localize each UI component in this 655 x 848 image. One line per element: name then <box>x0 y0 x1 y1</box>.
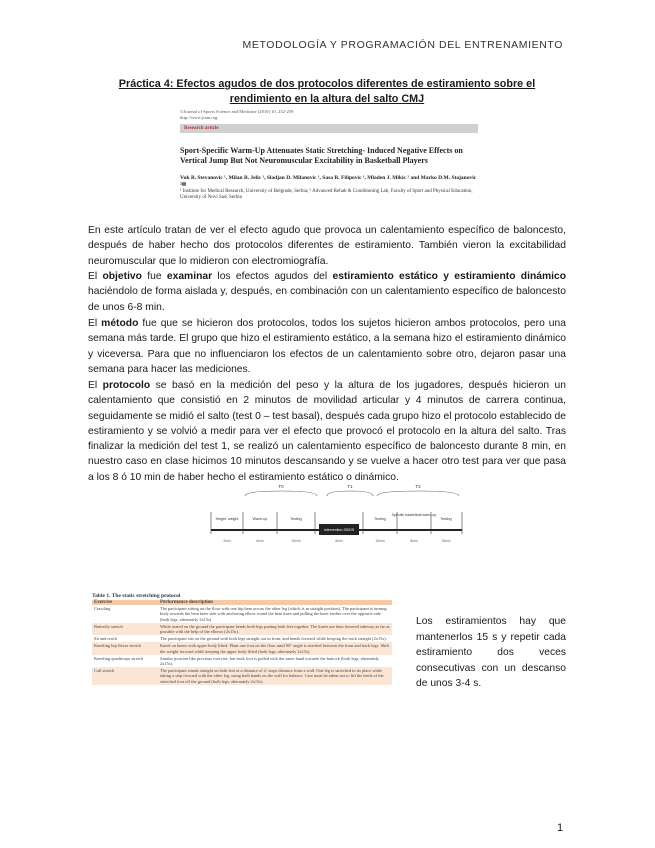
column-header: Performance description <box>158 600 392 605</box>
box-height-weight: Height, weight <box>215 517 239 521</box>
box-intervention: Intervention SS/DS <box>323 528 355 532</box>
description-cell: While seated on the ground the participant bends both legs putting both feet together. The knees are then lowered sideway as far as possible with the help of the elbows (2x15s). <box>158 623 392 635</box>
paragraph-intro: En este artículo tratan de ver el efecto agudo que provoca un calentamiento específico de baloncesto, después de haber hecho dos protocolos diferentes de estiramiento. También vieron la excitabilidad neuromuscular que lo midieron con electromiografía. <box>88 225 566 267</box>
stretching-note: Los estiramientos hay que mantenerlos 15 s y repetir cada estiramiento dos veces consecutivas con un descanso de unos 3-4 s. <box>416 616 566 689</box>
description-cell: The participant sits on the ground with both legs straight out in front, and bends forward while keeping the back straight (2x15s). <box>160 636 387 642</box>
keyword-metodo: método <box>101 318 139 329</box>
section-bar: Research article <box>180 124 478 133</box>
description-cell: The participant sitting on the floor with one hip bent across the other leg (which is in straight position). The participant is turning body towards the bent knee side with anchoring elbow round the bent knee and pulling the knee farther over the opposite side (both legs, alternately 2x15s). <box>160 606 387 622</box>
stretching-protocol-table <box>92 593 392 707</box>
label-t1: T1 <box>347 484 353 489</box>
paragraph-method <box>88 316 566 377</box>
journal-url: http://www.jssm.org <box>180 114 218 120</box>
text: fue que se hicieron dos protocolos, todos los sujetos hicieron ambos protocolos, pero una semana más tarde. El grupo que hizo el estiramiento estático, a la semana hizo el estiramiento dinámico y viceversa. Para que no influenciaron los efectos de un calentamiento sobre otro, dejaron pasar una semana para hacer las mediciones. <box>88 318 566 375</box>
table-row <box>92 605 392 623</box>
table-row <box>92 667 392 685</box>
running-header: METODOLOGÍA Y PROGRAMACIÓN DEL ENTRENAMIENTO <box>242 39 563 51</box>
time-label: 15min <box>375 539 385 543</box>
table-caption: Table 1. The static stretching protocol <box>92 593 181 599</box>
description-cell: Similar position like previous exercise, but back foot is pulled with the same hand towards the buttock (both legs, alternately 2x15s). <box>160 655 380 667</box>
table-row <box>92 642 392 654</box>
exercise-cell: Crawling <box>94 606 111 612</box>
label-t2: T2 <box>415 484 421 489</box>
table <box>92 600 392 685</box>
time-label: 15min <box>291 539 301 543</box>
exercise-cell: Kneeling hip flexor stretch <box>92 642 158 654</box>
time-label: 8min <box>335 539 343 543</box>
exercise-cell: Kneeling quadriceps stretch <box>94 655 144 661</box>
keyword-protocolo: protocolo <box>102 380 151 391</box>
column-header: Exercise <box>92 600 158 605</box>
box-specific-warm-up: Specific basketball warm-up <box>391 513 437 517</box>
exercise-cell: Butterfly stretch <box>92 623 158 635</box>
paper-title: Sport-Specific Warm-Up Attenuates Static Stretching- Induced Negative Effects on Vertical Jump But Not Neuromuscular Excitability in Basketball Players <box>180 146 463 165</box>
keyword-objetivo: objetivo <box>102 271 142 282</box>
description-cell: The participant stands straight on both feet at a distance of 2- steps distance from a wall. One leg is stretched in its place while taking a step forward with the other leg, using both hands on the wall for balance. Care must be taken not to lift the heels of the stretched foot off the ground (both legs, alternately 2x15s). <box>158 667 392 685</box>
text: los efectos agudos del <box>212 271 333 282</box>
paragraph-protocol <box>88 378 566 485</box>
time-label: 8min <box>410 539 418 543</box>
protocol-timeline-diagram <box>209 482 464 548</box>
text: El <box>88 318 102 329</box>
text: haciéndolo de forma aislada y, después, en combinación con un calentamiento específico de baloncesto de unos 6-8 min. <box>88 286 566 313</box>
box-testing-2: Testing <box>440 517 452 521</box>
paper-institutions: ¹ Institute for Medical Research, University of Belgrade, Serbia; ² Advanced Rehab & Conditioning Lab, Faculty of Sport and Physical Education, University of Novi Sad, Serbia <box>180 189 473 200</box>
brackets <box>245 491 459 496</box>
paragraph-objective <box>88 269 566 315</box>
text: se basó en la medición del peso y la altura de los jugadores, después hicieron un calentamiento que consistió en 2 minutos de movilidad articular y 4 minutos de carrera continua, seguidamente se midió el salto (test 0 – test basal), después cada grupo hizo el protocolo establecido de estiramiento y se volvió a medir para ver el efecto que provocó el protocolo en la altura del salto. Tras finalizar la medición del test 1, se realizó un calentamiento específico de baloncesto durante 8 min, en nuestro caso en clase hicimos 10 minutos descansando y se vuelve a hacer otro test para ver que pasa a los 8 ó 10 min de haber hecho el estiramiento estático o dinámico. <box>88 380 566 483</box>
practice-title: Práctica 4: Efectos agudos de dos protocolos diferentes de estiramiento sobre el rendimiento en la altura del salto CMJ <box>118 78 536 105</box>
paper-authors: Vuk B. Stevanovic ¹, Milan B. Jelic ¹, Sladjan D. Milanovic ¹, Sasa R. Filipovic ¹, Mladen J. Mikic ² and Marko D.M. Stojanovic ²✉ <box>180 175 477 188</box>
time-label: 6min <box>256 539 264 543</box>
text: El <box>88 271 103 282</box>
box-testing-0: Testing <box>290 517 302 521</box>
table-row <box>92 635 392 642</box>
table-row <box>92 623 392 635</box>
time-label: 15min <box>441 539 451 543</box>
label-t0: T0 <box>278 484 284 489</box>
text: fue <box>141 271 167 282</box>
page-number: 1 <box>557 822 564 834</box>
box-warm-up: Warm-up <box>252 517 268 521</box>
description-cell: Kneel on knees with upper body lifted. Plant one foot on the floor until 90° angle is reached between the front and back legs. Shift the weight forward while keeping the upper body lifted (both legs, alternately 2x15s). <box>158 642 392 654</box>
box-testing-1: Testing <box>374 517 386 521</box>
journal-citation: ©Journal of Sports Science and Medicine (2010) 10, 252-259 <box>180 109 294 114</box>
exercise-cell: Sit and reach <box>94 636 117 642</box>
keyword-examinar: examinar <box>166 271 213 282</box>
table-row <box>92 655 392 667</box>
exercise-cell: Calf stretch <box>92 667 158 685</box>
keyword-estiramientos: estiramiento estático y estiramiento dinámico <box>332 271 566 282</box>
paper-excerpt-image <box>180 109 478 201</box>
time-label: 2min <box>223 539 231 543</box>
text: El <box>88 380 103 391</box>
